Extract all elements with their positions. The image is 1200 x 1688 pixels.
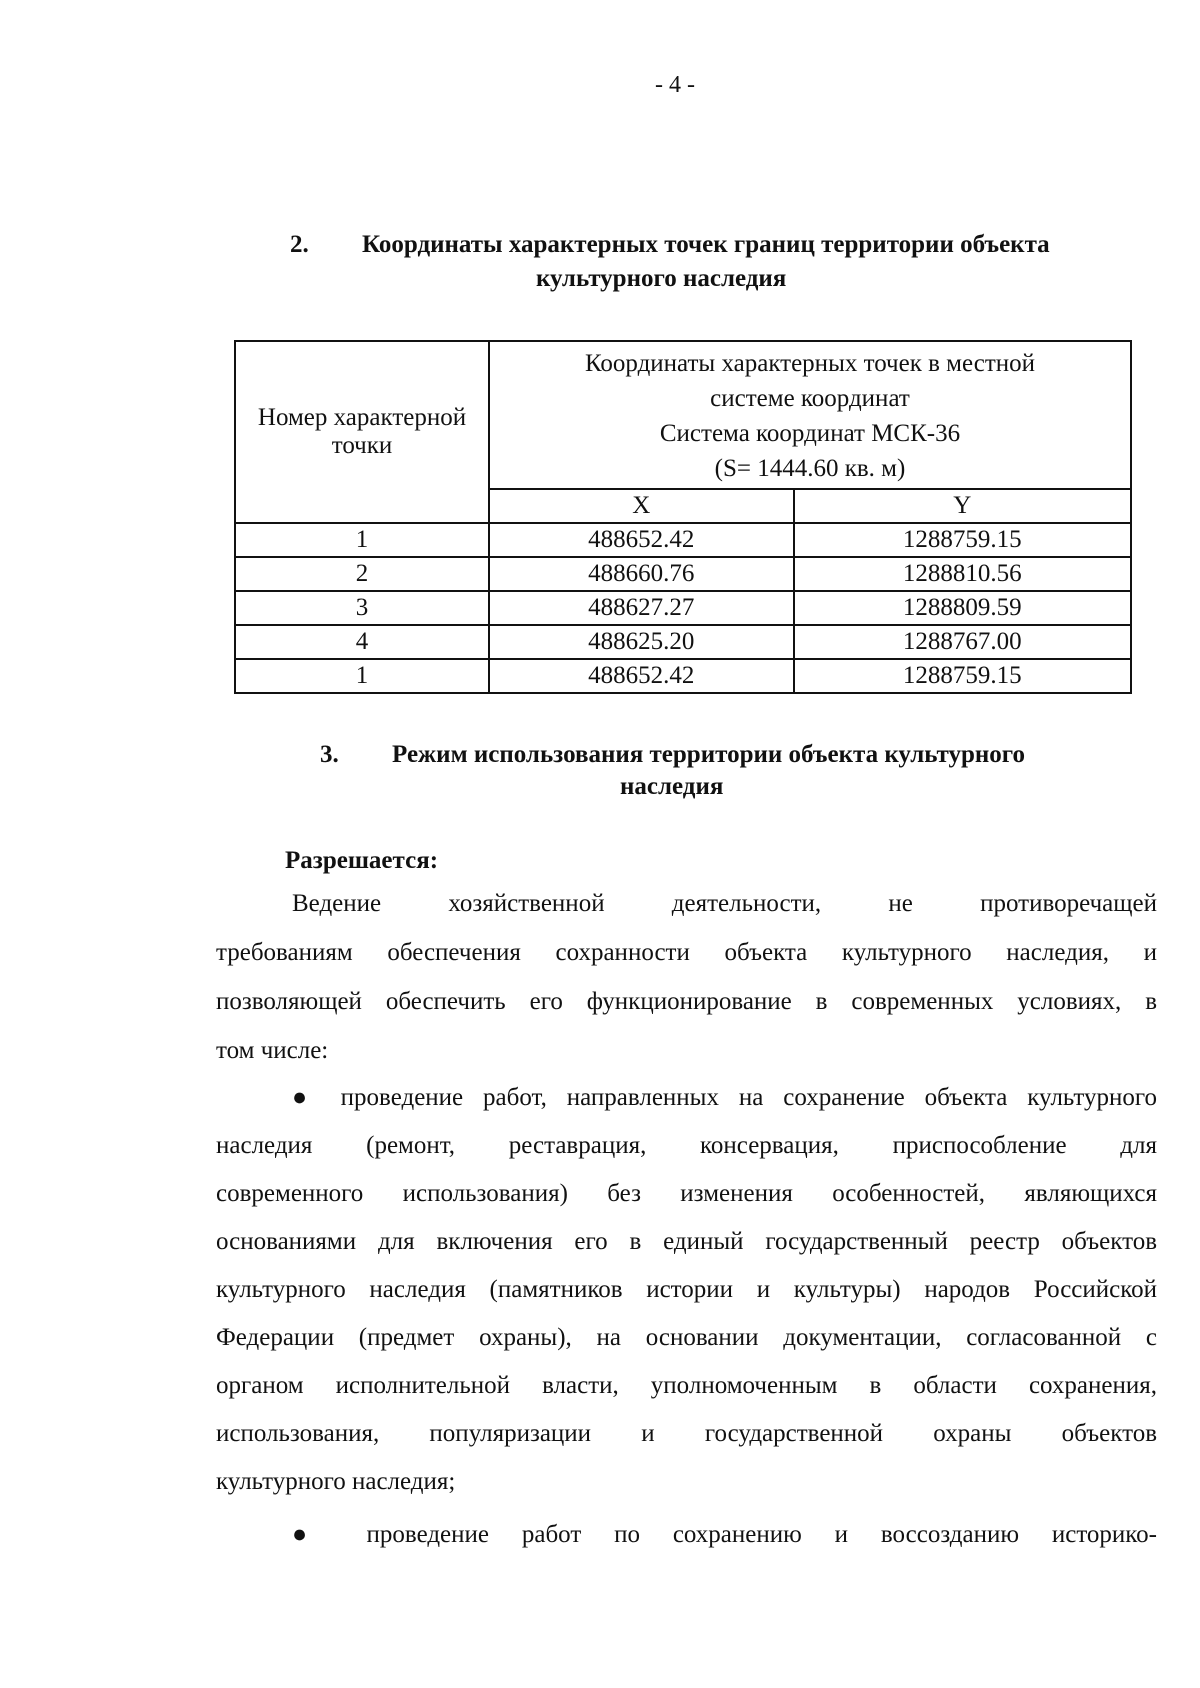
bullet-1-line: ● проведение работ, направленных на сохранение объекта культурного bbox=[292, 1084, 1157, 1111]
paragraph-1-line: позволяющей обеспечить его функционирование в современных условиях, в bbox=[216, 988, 1157, 1015]
header-coordinates-line4: (S= 1444.60 кв. м) bbox=[714, 455, 906, 482]
cell-point: 1 bbox=[235, 659, 489, 693]
coordinates-table bbox=[234, 340, 1132, 694]
header-coordinates-line1: Координаты характерных точек в местной bbox=[584, 350, 1035, 377]
bullet-1-line: культурного наследия; bbox=[216, 1468, 456, 1495]
header-point-number: Номер характерной точки bbox=[235, 341, 489, 523]
bullet-1-line: использования, популяризации и государственной охраны объектов bbox=[216, 1420, 1157, 1447]
cell-point: 3 bbox=[235, 591, 489, 625]
section-3-title-line1: Режим использования территории объекта культурного bbox=[392, 741, 1026, 768]
table-row bbox=[235, 591, 1131, 625]
section-3-title-line2: наследия bbox=[620, 773, 724, 800]
table-row bbox=[235, 523, 1131, 557]
table-row bbox=[235, 625, 1131, 659]
section-3-number: 3. bbox=[320, 741, 339, 768]
cell-y: 1288810.56 bbox=[794, 557, 1131, 591]
cell-x: 488652.42 bbox=[489, 659, 794, 693]
bullet-2-line: ● проведение работ по сохранению и воссозданию историко- bbox=[292, 1521, 1157, 1548]
cell-y: 1288759.15 bbox=[794, 523, 1131, 557]
cell-y: 1288809.59 bbox=[794, 591, 1131, 625]
bullet-1-line: современного использования) без изменения особенностей, являющихся bbox=[216, 1180, 1157, 1207]
cell-point: 4 bbox=[235, 625, 489, 659]
bullet-1-line: органом исполнительной власти, уполномоченным в области сохранения, bbox=[216, 1372, 1157, 1399]
page-number: - 4 - bbox=[655, 72, 695, 98]
section-2-heading bbox=[290, 228, 1150, 308]
section-2-title-line1: Координаты характерных точек границ территории объекта bbox=[362, 231, 1050, 258]
header-coordinates-line2: системе координат bbox=[710, 385, 910, 412]
header-coordinates bbox=[489, 341, 1131, 489]
bullet-1-line: основаниями для включения его в единый государственный реестр объектов bbox=[216, 1228, 1157, 1255]
cell-x: 488652.42 bbox=[489, 523, 794, 557]
cell-x: 488627.27 bbox=[489, 591, 794, 625]
section-2-number: 2. bbox=[290, 231, 309, 258]
bullet-1-line: культурного наследия (памятников истории и культуры) народов Российской bbox=[216, 1276, 1157, 1303]
header-coordinates-line3: Система координат МСК-36 bbox=[659, 420, 961, 447]
table-row bbox=[235, 557, 1131, 591]
cell-point: 2 bbox=[235, 557, 489, 591]
paragraph-1-line: Ведение хозяйственной деятельности, не противоречащей bbox=[292, 890, 1157, 917]
table-row bbox=[235, 659, 1131, 693]
cell-x: 488660.76 bbox=[489, 557, 794, 591]
cell-point: 1 bbox=[235, 523, 489, 557]
bullet-1-line: наследия (ремонт, реставрация, консервация, приспособление для bbox=[216, 1132, 1157, 1159]
allowed-label: Разрешается: bbox=[285, 847, 439, 874]
cell-y: 1288759.15 bbox=[794, 659, 1131, 693]
paragraph-1-line: том числе: bbox=[216, 1037, 329, 1064]
header-x: X bbox=[489, 489, 794, 523]
cell-y: 1288767.00 bbox=[794, 625, 1131, 659]
header-y: Y bbox=[794, 489, 1131, 523]
cell-x: 488625.20 bbox=[489, 625, 794, 659]
section-3-heading bbox=[320, 738, 1120, 818]
paragraph-1-line: требованиям обеспечения сохранности объекта культурного наследия, и bbox=[216, 939, 1157, 966]
bullet-1-line: Федерации (предмет охраны), на основании документации, согласованной с bbox=[216, 1324, 1157, 1351]
section-2-title-line2: культурного наследия bbox=[536, 265, 787, 292]
